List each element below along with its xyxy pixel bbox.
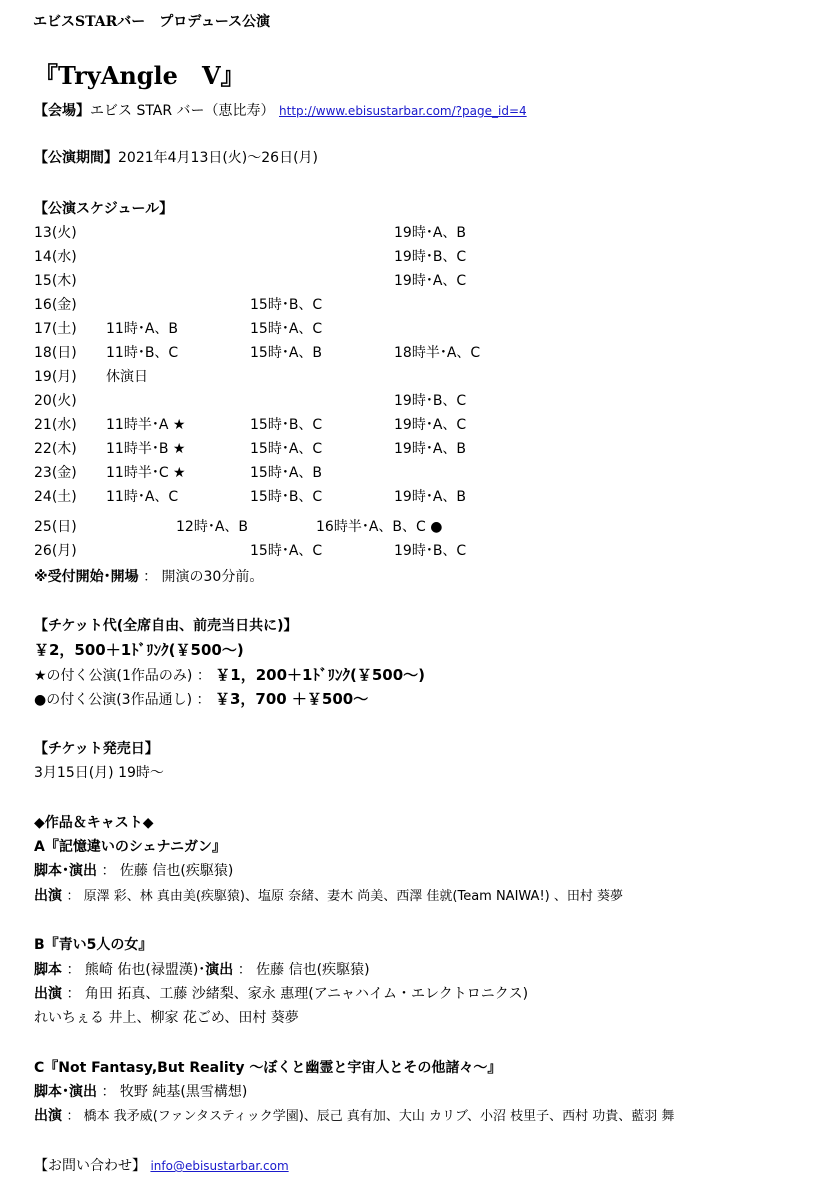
venue-url-link[interactable]: http://www.ebisustarbar.com/?page_id=4 (279, 104, 527, 118)
schedule-row (34, 272, 794, 295)
schedule-slot: 12時･A、B (176, 519, 248, 535)
work-c-credit (34, 1083, 247, 1101)
schedule-slot: 15時･A、B (250, 465, 322, 481)
work-b-direct-label: 演出 (205, 962, 234, 978)
schedule-slot: 11時･A、B (106, 321, 178, 337)
ticket-dot-line (34, 690, 368, 709)
schedule-row (34, 296, 794, 319)
release-value: 3月15日(月) 19時～ (34, 765, 164, 781)
schedule-slot: 19時･B、C (394, 393, 467, 409)
schedule-day: 23(金) (34, 465, 77, 481)
producer-line: エビスSTARバー プロデュース公演 (33, 14, 271, 30)
schedule-row (34, 416, 794, 439)
schedule-slot: 19時･A、C (394, 273, 467, 289)
work-a-credit-label: 脚本･演出 (34, 863, 97, 879)
work-c-credit-label: 脚本･演出 (34, 1084, 97, 1100)
schedule-slot: 15時･B、C (250, 489, 323, 505)
schedule-slot: 15時･A、C (250, 441, 323, 457)
work-a-cast-value: ： 原澤 彩、林 真由美(疾駆猿)、塩原 奈緒、妻木 尚美、西澤 佳就(Team NAIWA!) 、田村 葵夢 (66, 889, 623, 904)
work-c-title: C『Not Fantasy,But Reality ～ぼくと幽霊と宇宙人とその他諸々～』 (34, 1060, 502, 1076)
schedule-day: 16(金) (34, 297, 77, 313)
schedule-day: 17(土) (34, 321, 77, 337)
schedule-slot: 11時･B、C (106, 345, 179, 361)
schedule-slot: 16時半･A、B、C ● (316, 519, 443, 535)
work-a-title: A『記憶違いのシェナニガン』 (34, 839, 226, 855)
venue-line (34, 102, 527, 120)
reception-note-value: ： 開演の30分前。 (143, 569, 264, 585)
schedule-row (34, 464, 794, 487)
schedule-slot: 休演日 (106, 369, 148, 385)
schedule-row (34, 518, 794, 541)
schedule-slot: 15時･A、C (250, 321, 323, 337)
work-c-cast-value: ： 橋本 我矛威(ファンタスティック学園)、辰己 真有加、大山 カリブ、小沼 枝里子、西村 功貴、藍羽 舞 (66, 1109, 675, 1124)
schedule-slot: 15時･A、B (250, 345, 322, 361)
work-b-cast-continued: れいちぇる 井上、柳家 花ごめ、田村 葵夢 (34, 1010, 299, 1026)
schedule-day: 26(月) (34, 543, 77, 559)
schedule-row (34, 368, 794, 391)
schedule-day: 21(水) (34, 417, 77, 433)
contact-email-link[interactable]: info@ebisustarbar.com (150, 1159, 289, 1173)
schedule-row (34, 248, 794, 271)
schedule-day: 18(日) (34, 345, 77, 361)
release-heading: 【チケット発売日】 (34, 741, 159, 757)
period-label: 【公演期間】 (34, 150, 118, 166)
work-a-credit-value: ： 佐藤 信也(疾駆猿) (101, 863, 234, 879)
reception-note-label: ※受付開始･開場 (34, 569, 139, 585)
schedule-day: 13(火) (34, 225, 77, 241)
schedule-day: 25(日) (34, 519, 77, 535)
ticket-dot-price: ￥3，700 ＋￥500～ (214, 690, 369, 708)
work-b-cast-label: 出演 (34, 986, 62, 1002)
ticket-price: ￥2，500＋1ﾄﾞﾘﾝｸ(￥500～) (34, 641, 244, 659)
schedule-slot: 15時･B、C (250, 417, 323, 433)
schedule-day: 14(水) (34, 249, 77, 265)
schedule-slot: 19時･A、B (394, 441, 466, 457)
work-b-direct-value: ： 佐藤 信也(疾駆猿) (237, 962, 370, 978)
work-a-credit (34, 862, 233, 880)
page-title: 『TryAngle Ⅴ』 (34, 61, 245, 90)
ticket-star-label: ★の付く公演(1作品のみ) ： (34, 668, 211, 684)
schedule-day: 20(火) (34, 393, 77, 409)
schedule-row (34, 320, 794, 343)
reception-note (34, 568, 263, 586)
schedule-day: 19(月) (34, 369, 77, 385)
ticket-star-price: ￥1，200＋1ﾄﾞﾘﾝｸ(￥500～) (215, 666, 426, 684)
schedule-slot: 11時･A、C (106, 489, 179, 505)
ticket-star-line (34, 666, 425, 685)
schedule-slot: 19時･B、C (394, 543, 467, 559)
schedule-slot: 15時･B、C (250, 297, 323, 313)
period-value: 2021年4月13日(火)～26日(月) (118, 150, 319, 166)
schedule-slot: 19時･A、B (394, 225, 466, 241)
schedule-slot: 11時半･B ★ (106, 441, 186, 457)
schedule-slot: 11時半･C ★ (106, 465, 186, 481)
period-line (34, 149, 318, 167)
schedule-row (34, 344, 794, 367)
schedule-slot: 19時･A、B (394, 489, 466, 505)
schedule-row (34, 224, 794, 247)
work-a-cast-label: 出演 (34, 888, 62, 904)
schedule-slot: 19時･A、C (394, 417, 467, 433)
schedule-slot: 15時･A、C (250, 543, 323, 559)
ticket-dot-label: ●の付く公演(3作品通し) ： (34, 692, 211, 708)
schedule-heading: 【公演スケジュール】 (34, 201, 174, 217)
work-a-cast (34, 887, 623, 906)
contact-label: 【お問い合わせ】 (34, 1158, 146, 1174)
works-heading: ◆作品＆キャスト◆ (34, 815, 154, 831)
work-b-title: B『青い5人の女』 (34, 937, 153, 953)
work-b-cast-value: ： 角田 拓真、工藤 沙緒梨、家永 惠理(アニャハイム・エレクトロニクス) (66, 986, 529, 1002)
schedule-day: 24(土) (34, 489, 77, 505)
venue-label: 【会場】 (34, 103, 90, 119)
work-c-credit-value: ： 牧野 純基(黒雪構想) (101, 1084, 248, 1100)
schedule-row (34, 488, 794, 511)
ticket-heading: 【チケット代(全席自由、前売当日共に)】 (34, 618, 298, 634)
schedule-row (34, 542, 794, 565)
venue-name: エビス STAR バー（恵比寿） (90, 103, 275, 119)
work-b-credit (34, 961, 370, 979)
schedule-row (34, 440, 794, 463)
work-c-cast (34, 1107, 674, 1126)
schedule-row (34, 392, 794, 415)
schedule-slot: 19時･B、C (394, 249, 467, 265)
work-b-script-label: 脚本 (34, 962, 62, 978)
schedule-day: 22(木) (34, 441, 77, 457)
work-b-cast (34, 985, 528, 1003)
schedule-day: 15(木) (34, 273, 77, 289)
work-c-cast-label: 出演 (34, 1108, 62, 1124)
schedule-slot: 18時半･A、C (394, 345, 481, 361)
schedule-slot: 11時半･A ★ (106, 417, 186, 433)
work-b-script-value: ： 熊崎 佑也(禄盟漢)･ (66, 962, 206, 978)
contact-line (34, 1157, 289, 1175)
